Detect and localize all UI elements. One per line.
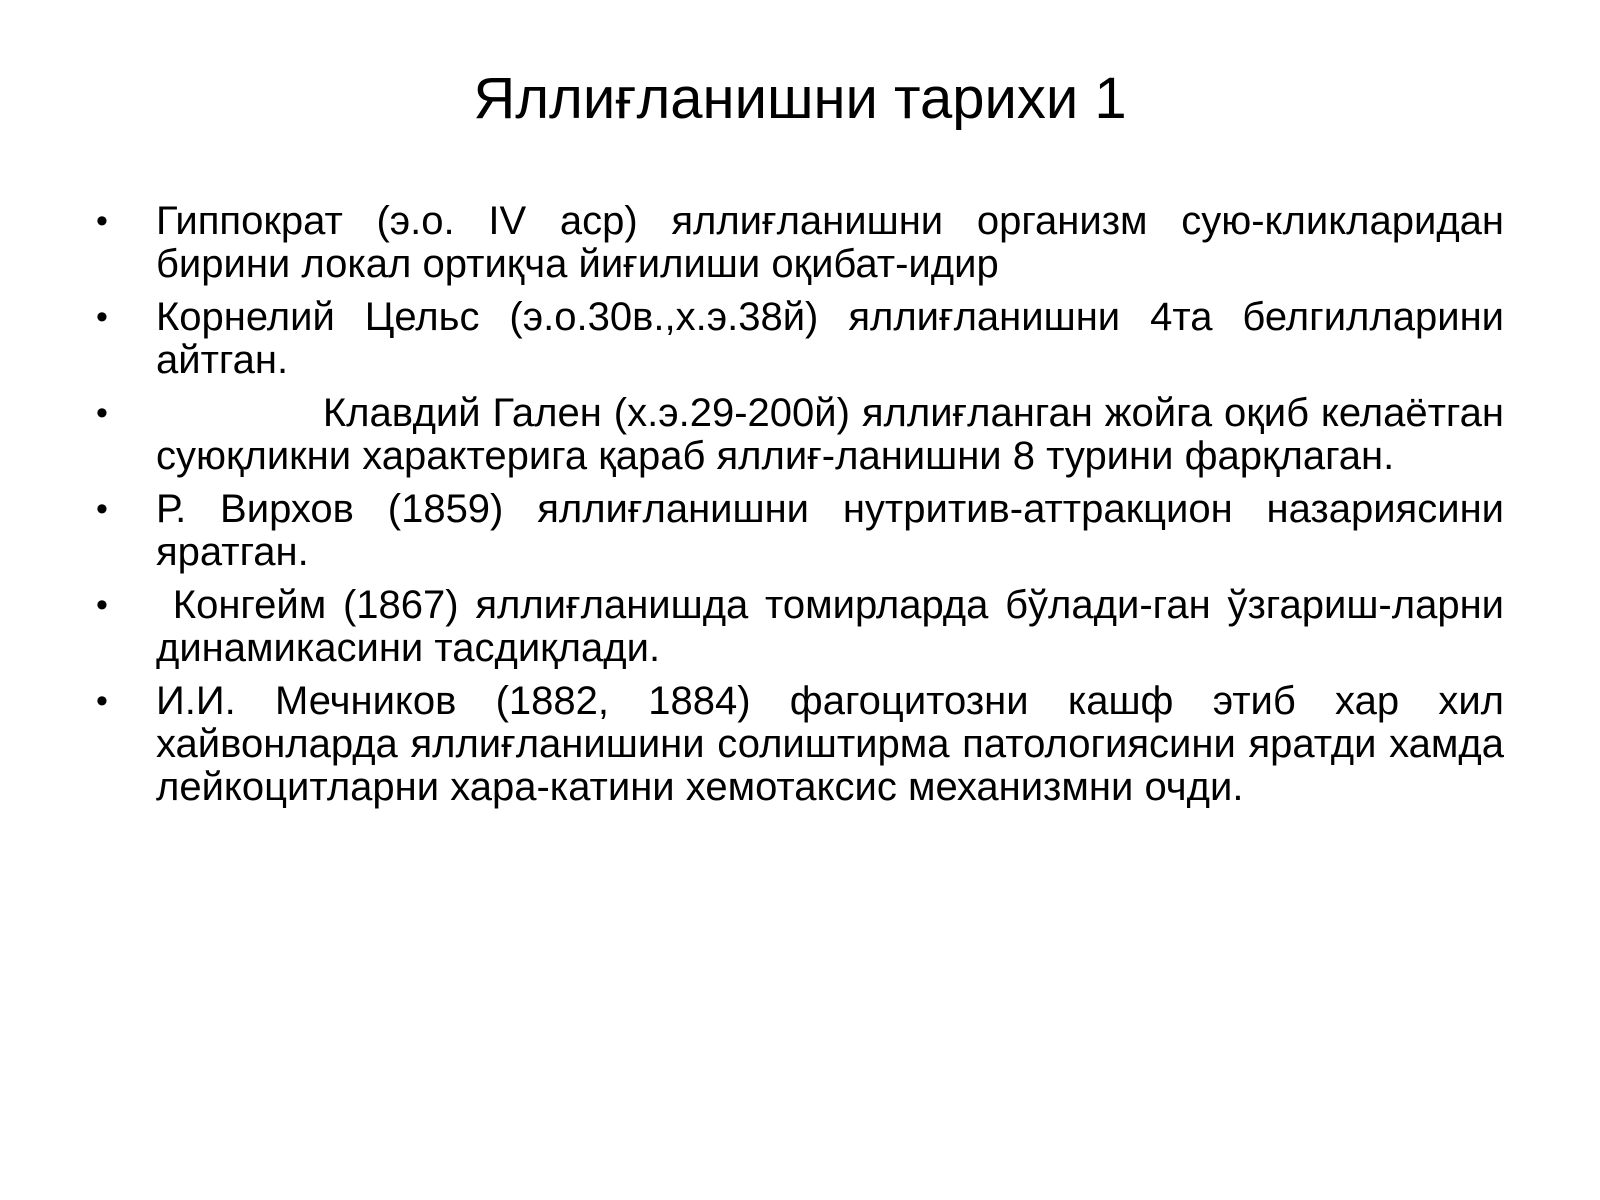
bullet-item-virchow bbox=[96, 487, 1516, 574]
bullet-item-galen bbox=[96, 391, 1516, 478]
bullet-dot-icon: • bbox=[96, 586, 108, 624]
bullet-item-hippocrates bbox=[96, 199, 1516, 286]
bullet-item-cohnheim bbox=[96, 583, 1516, 670]
bullet-dot-icon: • bbox=[96, 490, 108, 528]
bullet-dot-icon: • bbox=[96, 394, 108, 432]
bullet-text: Гиппократ (э.о. IV аср) яллиғланишни организм сую-кликларидан бирини локал ортиқча йиғилиши оқибат-идир bbox=[156, 199, 1516, 286]
bullet-item-mechnikov bbox=[96, 679, 1516, 809]
bullet-dot-icon: • bbox=[96, 682, 108, 720]
bullet-list bbox=[96, 199, 1516, 819]
bullet-text: Клавдий Гален (х.э.29-200й) яллиғланган жойга оқиб келаётган суюқликни характерига қараб яллиғ-ланишни 8 турини фарқлаган. bbox=[156, 391, 1516, 478]
slide-title: Яллиғланишни тарихи 1 bbox=[473, 66, 1127, 131]
bullet-dot-icon: • bbox=[96, 202, 108, 240]
bullet-text: И.И. Мечников (1882, 1884) фагоцитозни кашф этиб хар хил хайвонларда яллиғланишини солиштирма патологиясини яратди хамда лейкоцитларни хара-катини хемотаксис механизмни очди. bbox=[156, 679, 1516, 809]
bullet-text: Конгейм (1867) яллиғланишда томирларда бўлади-ган ўзгариш-ларни динамикасини тасдиқлади. bbox=[156, 583, 1516, 670]
bullet-item-celsus bbox=[96, 295, 1516, 382]
bullet-text: Корнелий Цельс (э.о.30в.,х.э.38й) яллиғланишни 4та белгилларини айтган. bbox=[156, 295, 1516, 382]
bullet-dot-icon: • bbox=[96, 298, 108, 336]
bullet-text: Р. Вирхов (1859) яллиғланишни нутритив-аттракцион назариясини яратган. bbox=[156, 487, 1516, 574]
